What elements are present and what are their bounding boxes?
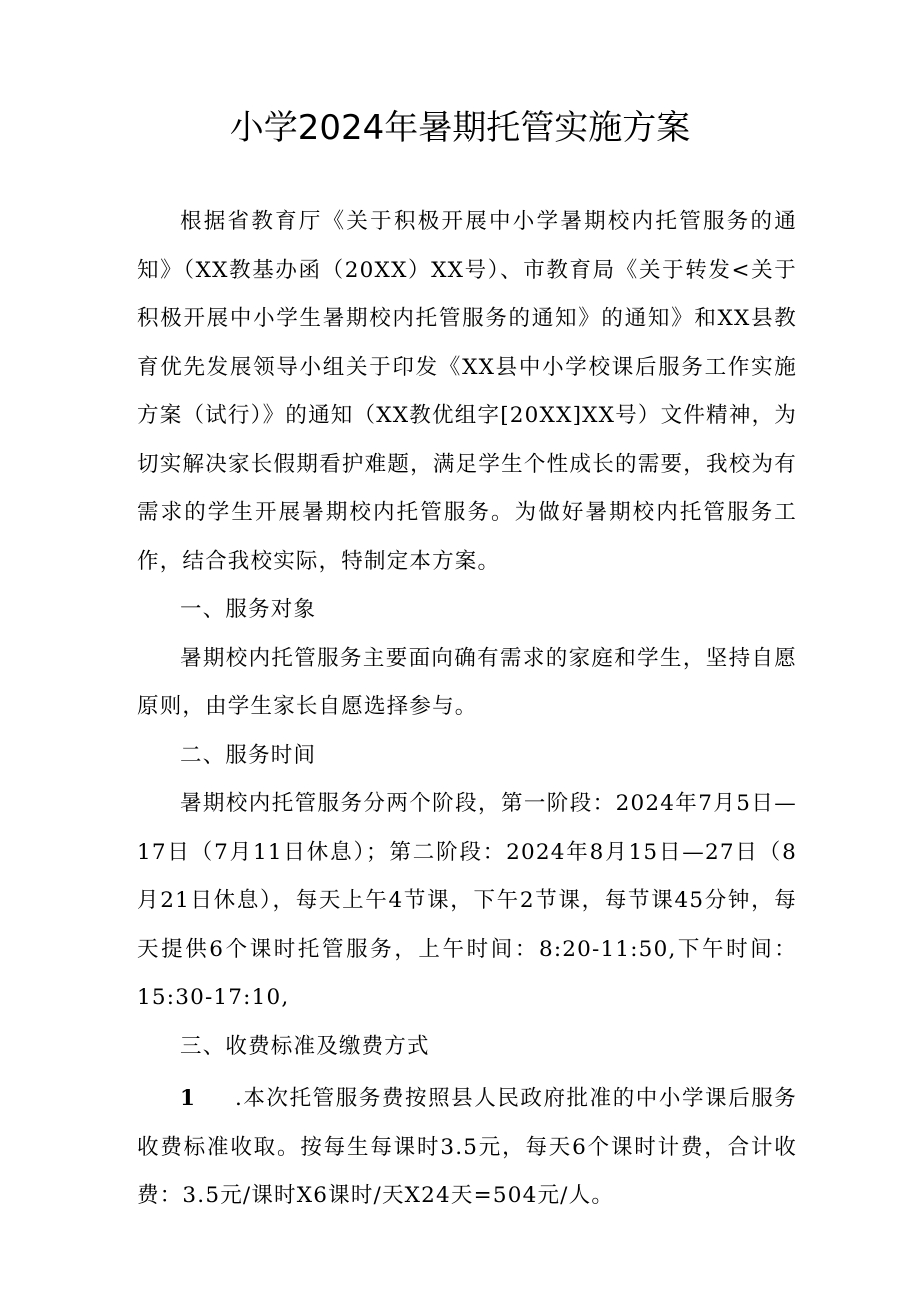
intro-paragraph: 根据省教育厅《关于积极开展中小学暑期校内托管服务的通知》（XX教基办函（20XX）XX号）、市教育局《关于转发<关于积极开展中小学生暑期校内托管服务的通知》的通知》和XX县教育优先发展领导小组关于印发《XX县中小学校课后服务工作实施方案（试行）》的通知（XX教优组字[20XX]XX号）文件精神，为切实解决家长假期看护难题，满足学生个性成长的需要，我校为有需求的学生开展暑期校内托管服务。为做好暑期校内托管服务工作，结合我校实际，特制定本方案。	[137, 209, 797, 574]
service-target-paragraph: 暑期校内托管服务主要面向确有需求的家庭和学生，坚持自愿原则，由学生家长自愿选择参与。	[137, 645, 797, 719]
document-body	[137, 198, 797, 1221]
fee-item-paragraph	[137, 1075, 797, 1221]
fee-item-text: .本次托管服务费按照县人民政府批准的中小学课后服务收费标准收取。按每生每课时3.5元，每天6个课时计费，合计收费：3.5元/课时X6课时/天X24天=504元/人。	[137, 1086, 797, 1208]
section-heading-service-time: 二、服务时间	[180, 742, 317, 768]
fee-item-number: 1	[180, 1086, 197, 1111]
section-heading-service-target: 一、服务对象	[180, 597, 317, 622]
service-time-paragraph: 暑期校内托管服务分两个阶段，第一阶段：2024年7月5日—17日（7月11日休息）；第二阶段：2024年8月15日—27日（8月21日休息），每天上午4节课，下午2节课，每节课45分钟，每天提供6个课时托管服务，上午时间：8:20-11:50,下午时间：15:30-17:10,	[137, 791, 797, 1010]
section-heading-fee-standard: 三、收费标准及缴费方式	[180, 1033, 430, 1059]
document-title: 小学2024年暑期托管实施方案	[229, 108, 691, 148]
